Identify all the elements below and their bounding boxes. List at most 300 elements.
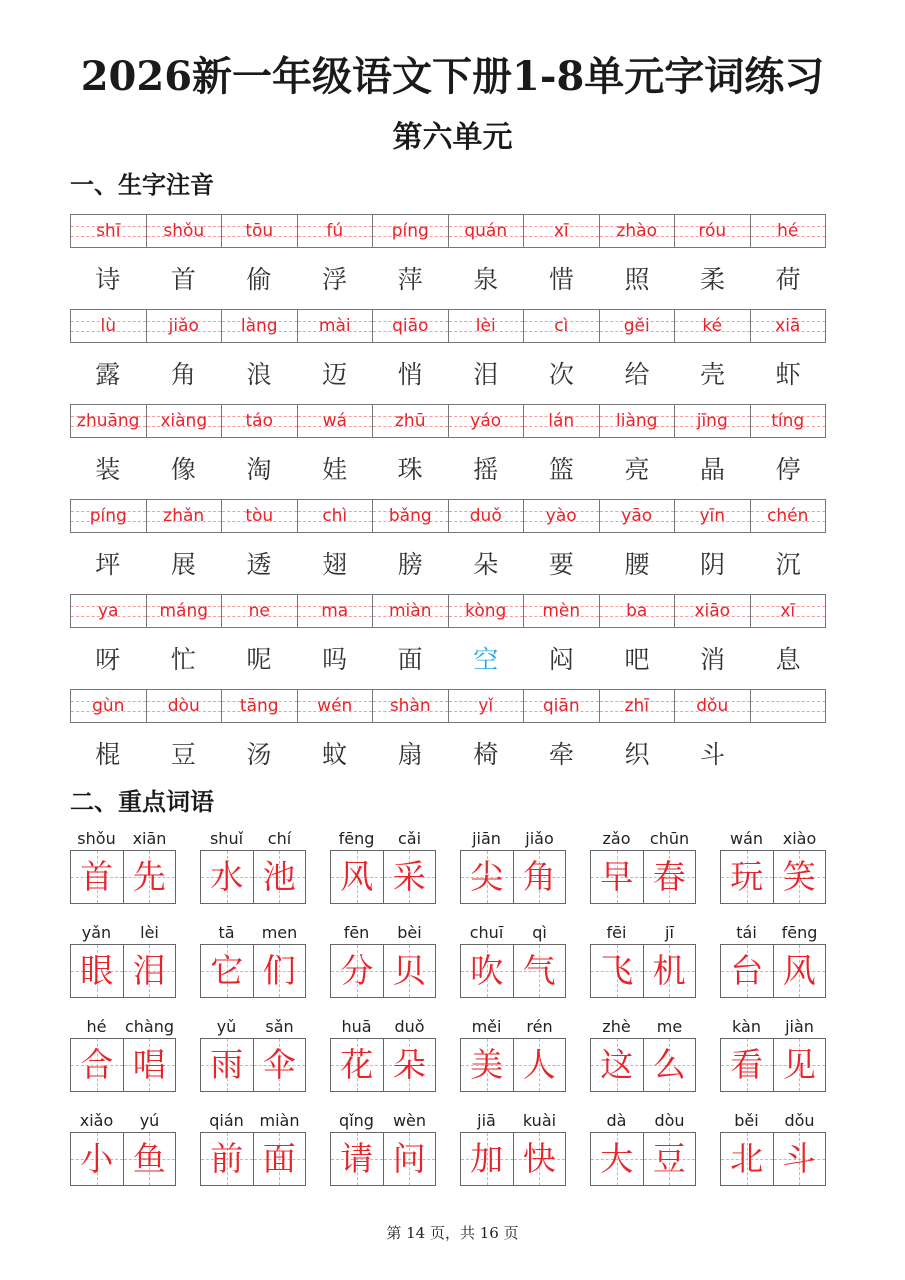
pinyin-cell — [448, 405, 524, 437]
tianzige-boxes — [70, 850, 176, 904]
pinyin-text: shàn — [389, 696, 431, 716]
pinyin-cell — [297, 405, 373, 437]
pinyin-text: xī — [553, 221, 569, 241]
pinyin-text: táo — [245, 411, 273, 431]
word-card — [330, 922, 436, 1002]
pinyin-text: mài — [318, 316, 351, 336]
character-cell: 豆 — [170, 740, 196, 769]
tianzige-box — [591, 1039, 643, 1091]
pinyin-cell — [523, 690, 599, 722]
character-cell: 浪 — [246, 360, 272, 389]
tianzige-boxes — [590, 1038, 696, 1092]
character-cell: 像 — [170, 455, 196, 484]
pinyin-cell — [750, 500, 826, 532]
word-character: 快 — [522, 1139, 556, 1178]
pinyin-cell — [448, 690, 524, 722]
word-character: 们 — [262, 951, 296, 990]
pinyin-text: yǐ — [478, 696, 494, 716]
pinyin-cell — [71, 215, 146, 247]
pinyin-cell — [599, 500, 675, 532]
pinyin-cell — [674, 405, 750, 437]
word-character: 玩 — [730, 857, 764, 896]
tianzige-box — [643, 1133, 696, 1185]
tianzige-box — [773, 1133, 826, 1185]
word-pinyin-syllable: duǒ — [394, 1017, 425, 1036]
tianzige-boxes — [330, 1038, 436, 1092]
word-pinyin-syllable: rén — [526, 1017, 553, 1036]
pinyin-cell — [750, 405, 826, 437]
pinyin-text: duǒ — [469, 506, 502, 526]
tianzige-box — [591, 945, 643, 997]
pinyin-text: cì — [554, 316, 569, 336]
word-pinyin-syllable: zhè — [602, 1017, 631, 1036]
word-pinyin-syllable: jī — [665, 923, 674, 942]
word-character: 泪 — [132, 951, 166, 990]
word-pinyin — [720, 828, 826, 850]
character-cell: 阴 — [700, 550, 726, 579]
word-character: 么 — [652, 1045, 686, 1084]
tianzige-box — [201, 851, 253, 903]
character-cell: 面 — [397, 645, 423, 674]
character-cell: 要 — [548, 550, 574, 579]
word-pinyin — [330, 922, 436, 944]
pinyin-text: tāng — [239, 696, 279, 716]
character-cell: 悄 — [397, 360, 423, 389]
pinyin-text: shī — [96, 221, 121, 241]
pinyin-cell — [750, 215, 826, 247]
character-cell: 偷 — [246, 265, 272, 294]
word-pinyin-syllable: yǎn — [81, 923, 112, 942]
character-row — [70, 640, 826, 680]
tianzige-box — [461, 945, 513, 997]
word-pinyin-syllable: tái — [736, 923, 757, 942]
pinyin-text: shǒu — [163, 221, 205, 241]
word-pinyin-syllable: chí — [267, 829, 292, 848]
tianzige-box — [513, 945, 566, 997]
word-character: 人 — [522, 1045, 556, 1084]
pinyin-cell — [523, 405, 599, 437]
word-pinyin-syllable: chūn — [649, 829, 690, 848]
character-cell: 柔 — [700, 265, 726, 294]
word-card — [70, 922, 176, 1002]
word-character: 早 — [600, 857, 634, 896]
pinyin-text: xī — [780, 601, 796, 621]
word-character: 鱼 — [132, 1139, 166, 1178]
tianzige-box — [773, 851, 826, 903]
pinyin-cell — [297, 690, 373, 722]
word-pinyin-syllable: qǐng — [339, 1111, 374, 1130]
word-pinyin — [200, 828, 306, 850]
tianzige-boxes — [720, 1038, 826, 1092]
tianzige-box — [331, 1039, 383, 1091]
pinyin-text: jiǎo — [168, 316, 199, 336]
pinyin-text: wá — [322, 411, 347, 431]
word-character: 池 — [262, 857, 296, 896]
tianzige-box — [331, 1133, 383, 1185]
pinyin-text: jīng — [696, 411, 728, 431]
word-pinyin — [590, 1110, 696, 1132]
word-card — [330, 1016, 436, 1096]
tianzige-box — [721, 851, 773, 903]
pinyin-text: máng — [159, 601, 209, 621]
pinyin-text: ya — [98, 601, 119, 621]
character-cell: 空 — [473, 645, 499, 674]
word-pinyin-syllable: fēng — [338, 829, 375, 848]
character-cell: 淘 — [246, 455, 272, 484]
character-cell: 膀 — [397, 550, 423, 579]
pinyin-cell — [71, 500, 146, 532]
word-pinyin — [200, 1016, 306, 1038]
word-pinyin-syllable: yǔ — [216, 1017, 237, 1036]
word-card — [720, 922, 826, 1002]
pinyin-text: tòu — [245, 506, 274, 526]
word-character: 斗 — [782, 1139, 816, 1178]
pinyin-text: zhào — [616, 221, 658, 241]
tianzige-box — [383, 851, 436, 903]
word-pinyin-syllable: cǎi — [397, 829, 422, 848]
word-pinyin — [70, 1016, 176, 1038]
word-card — [590, 922, 696, 1002]
pinyin-text: quán — [464, 221, 508, 241]
character-cell: 首 — [170, 265, 196, 294]
pinyin-cell — [146, 500, 222, 532]
pinyin-cell — [146, 690, 222, 722]
word-card — [200, 828, 306, 908]
pinyin-text: zhǎn — [163, 506, 205, 526]
pinyin-cell — [523, 500, 599, 532]
pinyin-text: làng — [240, 316, 278, 336]
character-cell: 虾 — [775, 360, 801, 389]
pinyin-cell — [372, 595, 448, 627]
tianzige-box — [773, 1039, 826, 1091]
page-footer: 第 14 页，共 16 页 — [386, 1224, 519, 1242]
word-card — [460, 1110, 566, 1190]
character-cell: 泉 — [473, 265, 499, 294]
tianzige-box — [591, 851, 643, 903]
character-cell: 壳 — [700, 360, 726, 389]
character-cell: 吧 — [624, 645, 650, 674]
tianzige-box — [201, 945, 253, 997]
character-cell: 闷 — [548, 645, 574, 674]
word-card — [200, 1110, 306, 1190]
tianzige-boxes — [200, 944, 306, 998]
character-cell: 牵 — [548, 740, 574, 769]
word-character: 美 — [470, 1045, 504, 1084]
pinyin-text: yāo — [621, 506, 653, 526]
word-pinyin-syllable: xiān — [132, 829, 167, 848]
word-pinyin — [70, 1110, 176, 1132]
pinyin-cell — [448, 595, 524, 627]
word-pinyin — [460, 1110, 566, 1132]
word-pinyin-syllable: tā — [218, 923, 235, 942]
word-pinyin-syllable: qì — [532, 923, 547, 942]
pinyin-cell — [599, 310, 675, 342]
pinyin-text: gěi — [623, 316, 650, 336]
word-character: 吹 — [470, 951, 504, 990]
word-character: 气 — [522, 951, 556, 990]
character-cell: 棍 — [95, 740, 121, 769]
pinyin-text: hé — [777, 221, 799, 241]
character-row — [70, 735, 826, 775]
word-character: 朵 — [392, 1045, 426, 1084]
word-pinyin — [720, 1110, 826, 1132]
word-pinyin-syllable: dà — [606, 1111, 627, 1130]
pinyin-cell — [372, 690, 448, 722]
tianzige-box — [721, 1039, 773, 1091]
tianzige-box — [253, 945, 306, 997]
tianzige-box — [513, 1039, 566, 1091]
word-pinyin — [460, 922, 566, 944]
pinyin-text: píng — [391, 221, 429, 241]
character-cell: 腰 — [624, 550, 650, 579]
word-card — [460, 922, 566, 1002]
pinyin-cell — [71, 595, 146, 627]
character-cell: 露 — [95, 360, 121, 389]
word-character: 加 — [470, 1139, 504, 1178]
pinyin-cell — [221, 690, 297, 722]
pinyin-row — [70, 404, 826, 438]
word-card — [70, 1110, 176, 1190]
pinyin-text: mèn — [542, 601, 581, 621]
pinyin-cell — [297, 310, 373, 342]
tianzige-box — [123, 945, 176, 997]
word-pinyin-syllable: shuǐ — [209, 829, 244, 848]
character-cell: 迈 — [322, 360, 348, 389]
word-character: 春 — [652, 857, 686, 896]
word-pinyin-syllable: men — [261, 923, 298, 942]
word-character: 问 — [392, 1139, 426, 1178]
character-cell: 朵 — [473, 550, 499, 579]
character-cell: 晶 — [700, 455, 726, 484]
pinyin-cell — [674, 595, 750, 627]
character-cell: 摇 — [473, 455, 499, 484]
character-cell: 浮 — [322, 265, 348, 294]
pinyin-cell — [599, 215, 675, 247]
word-pinyin-syllable: xiǎo — [79, 1111, 114, 1130]
character-cell: 蚊 — [322, 740, 348, 769]
tianzige-boxes — [200, 1132, 306, 1186]
pinyin-cell — [448, 500, 524, 532]
character-cell: 消 — [700, 645, 726, 674]
pinyin-cell — [750, 310, 826, 342]
character-cell: 诗 — [95, 265, 121, 294]
pinyin-cell — [523, 310, 599, 342]
pinyin-row — [70, 594, 826, 628]
word-character: 采 — [392, 857, 426, 896]
pinyin-cell — [221, 500, 297, 532]
word-character: 唱 — [132, 1045, 166, 1084]
tianzige-boxes — [720, 1132, 826, 1186]
tianzige-box — [123, 1133, 176, 1185]
word-pinyin-syllable: hé — [86, 1017, 107, 1036]
pinyin-text: qiāo — [392, 316, 429, 336]
word-card — [200, 922, 306, 1002]
tianzige-box — [71, 1039, 123, 1091]
word-pinyin-syllable: sǎn — [265, 1017, 294, 1036]
word-pinyin-syllable: bèi — [397, 923, 422, 942]
pinyin-cell — [71, 310, 146, 342]
character-cell: 珠 — [397, 455, 423, 484]
pinyin-cell — [71, 405, 146, 437]
pinyin-text: yīn — [699, 506, 726, 526]
character-cell: 展 — [170, 550, 196, 579]
pinyin-text: tōu — [245, 221, 274, 241]
word-character: 这 — [600, 1045, 634, 1084]
word-pinyin — [330, 1110, 436, 1132]
tianzige-box — [201, 1039, 253, 1091]
word-pinyin-syllable: chàng — [124, 1017, 175, 1036]
pinyin-text: yào — [545, 506, 577, 526]
word-character: 见 — [782, 1045, 816, 1084]
word-pinyin-syllable: fēng — [781, 923, 818, 942]
pinyin-cell — [297, 595, 373, 627]
pinyin-cell — [674, 310, 750, 342]
character-cell: 织 — [624, 740, 650, 769]
word-card — [590, 828, 696, 908]
character-cell: 篮 — [548, 455, 574, 484]
tianzige-box — [71, 1133, 123, 1185]
word-pinyin — [70, 828, 176, 850]
pinyin-cell — [750, 690, 826, 722]
pinyin-text: xiā — [775, 316, 801, 336]
word-character: 角 — [522, 857, 556, 896]
character-cell: 泪 — [473, 360, 499, 389]
word-card — [460, 1016, 566, 1096]
pinyin-text: ma — [321, 601, 349, 621]
word-pinyin-syllable: kuài — [522, 1111, 557, 1130]
word-pinyin — [200, 1110, 306, 1132]
pinyin-text: chì — [322, 506, 348, 526]
pinyin-text: tíng — [771, 411, 805, 431]
pinyin-text: píng — [89, 506, 127, 526]
word-character: 笑 — [782, 857, 816, 896]
word-pinyin-syllable: jiān — [472, 829, 501, 848]
pinyin-cell — [146, 405, 222, 437]
word-pinyin-syllable: dǒu — [784, 1111, 815, 1130]
character-cell: 翅 — [322, 550, 348, 579]
pinyin-cell — [674, 215, 750, 247]
tianzige-boxes — [590, 850, 696, 904]
word-pinyin-syllable: běi — [734, 1111, 759, 1130]
pinyin-text: róu — [698, 221, 727, 241]
character-row — [70, 450, 826, 490]
pinyin-cell — [71, 690, 146, 722]
character-row — [70, 260, 826, 300]
tianzige-boxes — [460, 1132, 566, 1186]
word-character: 小 — [80, 1139, 114, 1178]
character-cell: 亮 — [624, 455, 650, 484]
word-pinyin — [720, 1016, 826, 1038]
pinyin-text: chén — [767, 506, 809, 526]
tianzige-boxes — [590, 1132, 696, 1186]
pinyin-cell — [221, 310, 297, 342]
word-pinyin — [720, 922, 826, 944]
character-cell: 息 — [775, 645, 801, 674]
word-card — [720, 1016, 826, 1096]
word-pinyin — [590, 922, 696, 944]
pinyin-row — [70, 309, 826, 343]
word-character: 伞 — [262, 1045, 296, 1084]
word-pinyin — [200, 922, 306, 944]
pinyin-cell — [750, 595, 826, 627]
tianzige-box — [721, 1133, 773, 1185]
tianzige-box — [201, 1133, 253, 1185]
tianzige-boxes — [330, 850, 436, 904]
character-cell: 娃 — [322, 455, 348, 484]
tianzige-boxes — [330, 944, 436, 998]
pinyin-cell — [448, 310, 524, 342]
word-character: 北 — [730, 1139, 764, 1178]
pinyin-cell — [523, 595, 599, 627]
tianzige-boxes — [70, 944, 176, 998]
section-heading-characters: 一、生字注音 — [70, 170, 214, 199]
word-pinyin — [590, 1016, 696, 1038]
pinyin-cell — [146, 215, 222, 247]
pinyin-row — [70, 499, 826, 533]
tianzige-box — [331, 945, 383, 997]
character-row — [70, 355, 826, 395]
pinyin-text: zhuāng — [77, 411, 140, 431]
character-cell: 呢 — [246, 645, 272, 674]
section-heading-words: 二、重点词语 — [70, 787, 214, 816]
word-character: 机 — [652, 951, 686, 990]
word-character: 大 — [600, 1139, 634, 1178]
tianzige-boxes — [720, 944, 826, 998]
word-pinyin — [70, 922, 176, 944]
pinyin-text: yáo — [470, 411, 502, 431]
pinyin-cell — [599, 690, 675, 722]
character-cell: 扇 — [397, 740, 423, 769]
word-pinyin-syllable: huā — [341, 1017, 372, 1036]
word-pinyin-syllable: wèn — [392, 1111, 427, 1130]
word-character: 台 — [730, 951, 764, 990]
pinyin-text: gùn — [92, 696, 125, 716]
pinyin-text: bǎng — [388, 506, 432, 526]
pinyin-text: liàng — [616, 411, 658, 431]
tianzige-box — [773, 945, 826, 997]
tianzige-boxes — [200, 1038, 306, 1092]
tianzige-box — [383, 1133, 436, 1185]
tianzige-box — [513, 1133, 566, 1185]
character-cell: 荷 — [775, 265, 801, 294]
tianzige-boxes — [720, 850, 826, 904]
word-character: 首 — [80, 857, 114, 896]
word-character: 风 — [782, 951, 816, 990]
word-pinyin-syllable: me — [656, 1017, 683, 1036]
pinyin-text: lèi — [475, 316, 496, 336]
pinyin-cell — [674, 690, 750, 722]
tianzige-box — [383, 945, 436, 997]
word-card — [70, 1016, 176, 1096]
character-cell: 照 — [624, 265, 650, 294]
tianzige-boxes — [590, 944, 696, 998]
word-card — [720, 1110, 826, 1190]
word-character: 它 — [210, 951, 244, 990]
pinyin-text: xiàng — [160, 411, 208, 431]
word-character: 飞 — [600, 951, 634, 990]
word-card — [460, 828, 566, 908]
pinyin-text: dòu — [167, 696, 200, 716]
word-pinyin-syllable: chuī — [469, 923, 504, 942]
tianzige-box — [253, 851, 306, 903]
word-character: 分 — [340, 951, 374, 990]
tianzige-box — [643, 945, 696, 997]
pinyin-text: wén — [317, 696, 353, 716]
word-pinyin — [460, 828, 566, 850]
character-cell: 给 — [624, 360, 650, 389]
word-pinyin-syllable: xiào — [782, 829, 817, 848]
pinyin-text: qiān — [542, 696, 580, 716]
